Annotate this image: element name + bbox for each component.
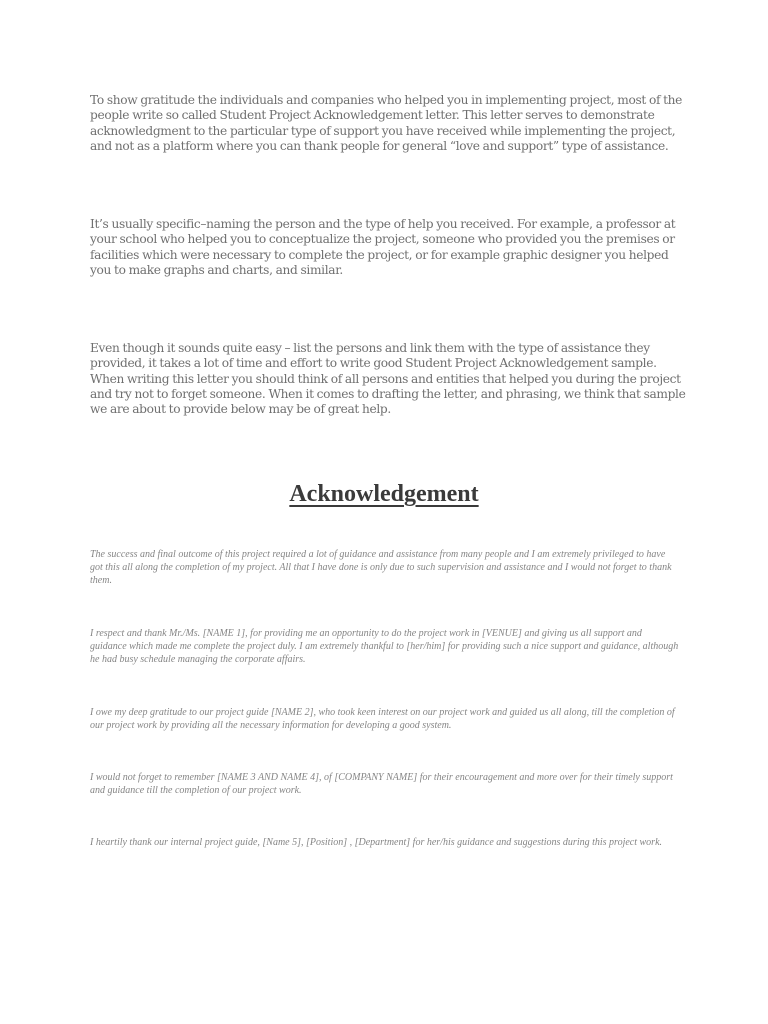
- acknowledgement-paragraph-1: The success and final outcome of this project required a lot of guidance and assistance from many people and I am extremely privileged to have got this all along the completion of my project. All that I have done is only due to such supervision and assistance and I would not forget to thank them.: [90, 549, 672, 587]
- intro-paragraph-2: It’s usually specific–naming the person and the type of help you received. For example, a professor at your school who helped you to conceptualize the project, someone who provided you the premises or facilities which were necessary to complete the project, or for example graphic designer you helped you to make graphs and charts, and similar.: [90, 217, 676, 277]
- acknowledgement-paragraph-2: I respect and thank Mr./Ms. [NAME 1], for providing me an opportunity to do the project work in [VENUE] and giving us all support and guidance which made me complete the project duly. I am extremely thankful to [her/him] for providing such a nice support and guidance, although he had busy schedule managing the corporate affairs.: [90, 628, 679, 666]
- intro-paragraph-1: To show gratitude the individuals and companies who helped you in implementing project, most of the people write so called Student Project Acknowledgement letter. This letter serves to demonstrate acknowledgment to the particular type of support you have received while implementing the project, and not as a platform where you can thank people for general “love and support” type of assistance.: [90, 93, 683, 153]
- acknowledgement-heading: Acknowledgement: [289, 481, 479, 507]
- acknowledgement-paragraph-4: I would not forget to remember [NAME 3 AND NAME 4], of [COMPANY NAME] for their encouragement and more over for their timely support and guidance till the completion of our project work.: [90, 772, 673, 797]
- intro-paragraph-3: Even though it sounds quite easy – list the persons and link them with the type of assistance they provided, it takes a lot of time and effort to write good Student Project Acknowledgement sample. When writing this letter you should think of all persons and entities that helped you during the project and try not to forget someone. When it comes to drafting the letter, and phrasing, we think that sample we are about to provide below may be of great help.: [90, 341, 686, 417]
- acknowledgement-paragraph-3: I owe my deep gratitude to our project guide [NAME 2], who took keen interest on our project work and guided us all along, till the completion of our project work by providing all the necessary information for developing a good system.: [90, 707, 675, 732]
- acknowledgement-paragraph-5: I heartily thank our internal project guide, [Name 5], [Position] , [Department] for her/his guidance and suggestions during this project work.: [90, 837, 663, 848]
